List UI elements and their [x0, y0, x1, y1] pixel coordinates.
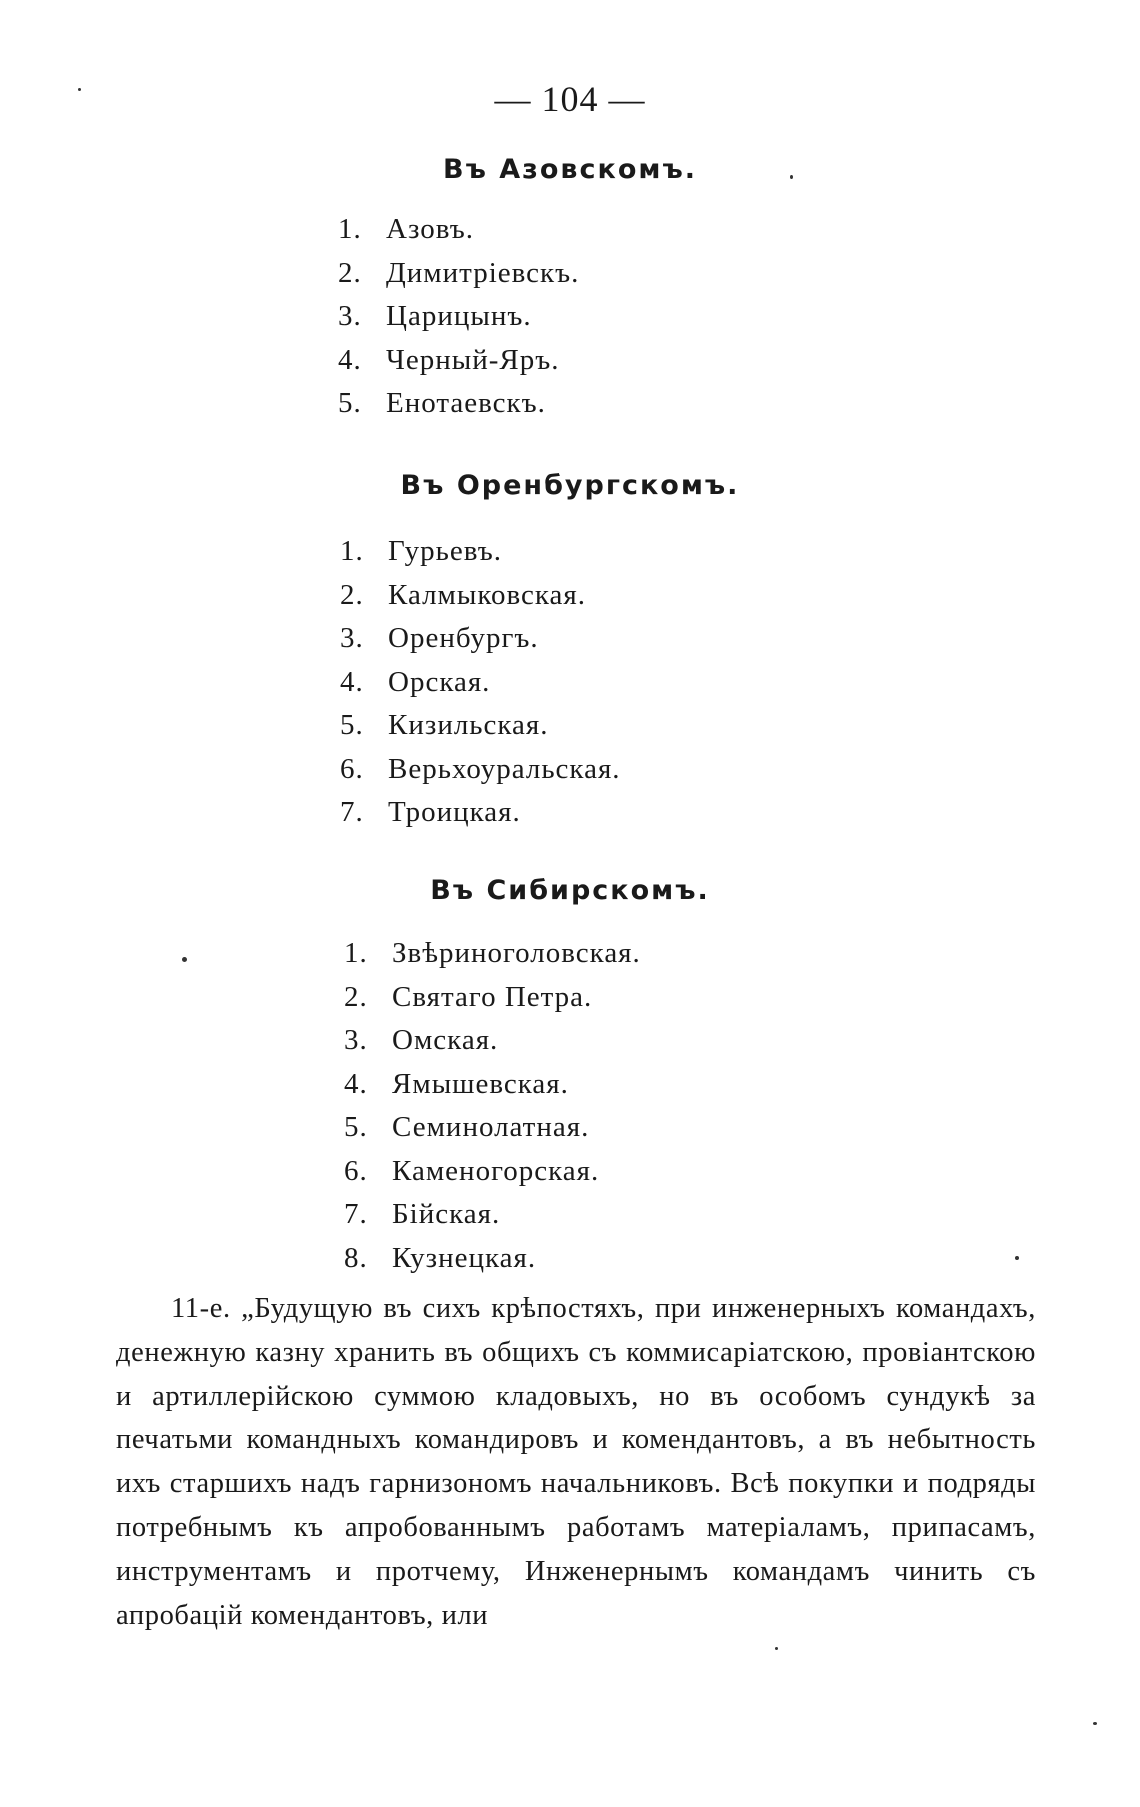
section-heading-azov: Въ Азовскомъ.: [443, 154, 697, 185]
body-paragraph: 11-е. „Будущую въ сихъ крѣпостяхъ, при инженерныхъ командахъ, денежную казну хранить въ общихъ съ коммисаріатскою, провіантскою и артиллерійскою суммою кладовыхъ, но въ особомъ сундукѣ за печатьми командныхъ командировъ и комендантовъ, а въ небытность ихъ старшихъ надъ гарнизономъ начальниковъ. Всѣ покупки и подряды потребнымъ къ апробованнымъ работамъ матеріаламъ, припасамъ, инструментамъ и протчему, Инженернымъ командамъ чинить съ апробацій комендантовъ, или: [116, 1293, 1036, 1631]
item-number: 1.: [344, 937, 368, 969]
item-name: Ямышевская.: [392, 1067, 569, 1100]
item-name: Троицкая.: [388, 796, 521, 828]
item-number: 5.: [340, 709, 364, 741]
list-item: [338, 382, 579, 426]
item-number: 1.: [338, 213, 362, 245]
item-number: 8.: [344, 1241, 368, 1274]
item-name: Бійская.: [392, 1198, 501, 1230]
item-number: 2.: [338, 256, 362, 289]
item-number: 4.: [344, 1067, 368, 1100]
item-name: Кизильская.: [388, 709, 549, 741]
item-number: 6.: [344, 1154, 368, 1187]
item-name: Черный-Яръ.: [386, 343, 560, 376]
item-name: Семинолатная.: [392, 1111, 590, 1143]
item-name: Царицынъ.: [386, 300, 532, 332]
item-number: 6.: [340, 752, 364, 785]
item-number: 5.: [338, 387, 362, 419]
item-name: Оренбургъ.: [388, 622, 539, 654]
list-item: [338, 339, 579, 383]
list-item: [340, 791, 621, 835]
list-item: [340, 661, 621, 705]
list-item: [344, 1063, 641, 1107]
list-item: [340, 530, 621, 574]
item-number: 1.: [340, 535, 364, 567]
list-item: [338, 295, 579, 339]
scan-speck: [78, 88, 81, 91]
page-number: — 104 —: [494, 79, 646, 119]
list-item: [338, 252, 579, 296]
scan-speck: [1093, 1722, 1097, 1725]
list-orenburg: [340, 530, 621, 835]
item-name: Святаго Петра.: [392, 980, 593, 1013]
list-item: [344, 1150, 641, 1194]
list-item: [338, 208, 579, 252]
scan-speck: [775, 1647, 778, 1650]
item-number: 5.: [344, 1111, 368, 1143]
list-azov: [338, 208, 579, 426]
list-item: [340, 574, 621, 618]
section-heading-siberia: Въ Сибирскомъ.: [430, 875, 710, 906]
list-item: [344, 1106, 641, 1150]
item-name: Кузнецкая.: [392, 1241, 537, 1274]
item-name: Верьхоуральская.: [388, 752, 621, 785]
item-number: 4.: [340, 665, 364, 698]
list-siberia: [344, 932, 641, 1280]
item-number: 7.: [340, 796, 364, 828]
list-item: [344, 976, 641, 1020]
item-number: 7.: [344, 1198, 368, 1230]
scan-speck: [790, 175, 793, 179]
item-number: 3.: [340, 622, 364, 654]
item-name: Димитріевскъ.: [386, 256, 580, 289]
list-item: [344, 1193, 641, 1237]
item-name: Звѣриноголовская.: [392, 937, 641, 969]
item-number: 2.: [344, 980, 368, 1013]
list-item: [340, 704, 621, 748]
item-number: 3.: [338, 300, 362, 332]
item-name: Гурьевъ.: [388, 535, 502, 567]
item-name: Азовъ.: [386, 213, 474, 245]
item-number: 3.: [344, 1024, 368, 1056]
item-number: 4.: [338, 343, 362, 376]
list-item: [344, 1019, 641, 1063]
scan-speck: [1015, 1256, 1019, 1260]
list-item: [344, 1237, 641, 1281]
item-name: Енотаевскъ.: [386, 387, 546, 419]
item-number: 2.: [340, 578, 364, 611]
item-name: Омская.: [392, 1024, 499, 1056]
scan-speck: [182, 957, 187, 962]
list-item: [344, 932, 641, 976]
item-name: Каменогорская.: [392, 1154, 600, 1187]
list-item: [340, 617, 621, 661]
item-name: Орская.: [388, 665, 491, 698]
item-name: Калмыковская.: [388, 578, 587, 611]
section-heading-orenburg: Въ Оренбургскомъ.: [400, 470, 740, 501]
list-item: [340, 748, 621, 792]
